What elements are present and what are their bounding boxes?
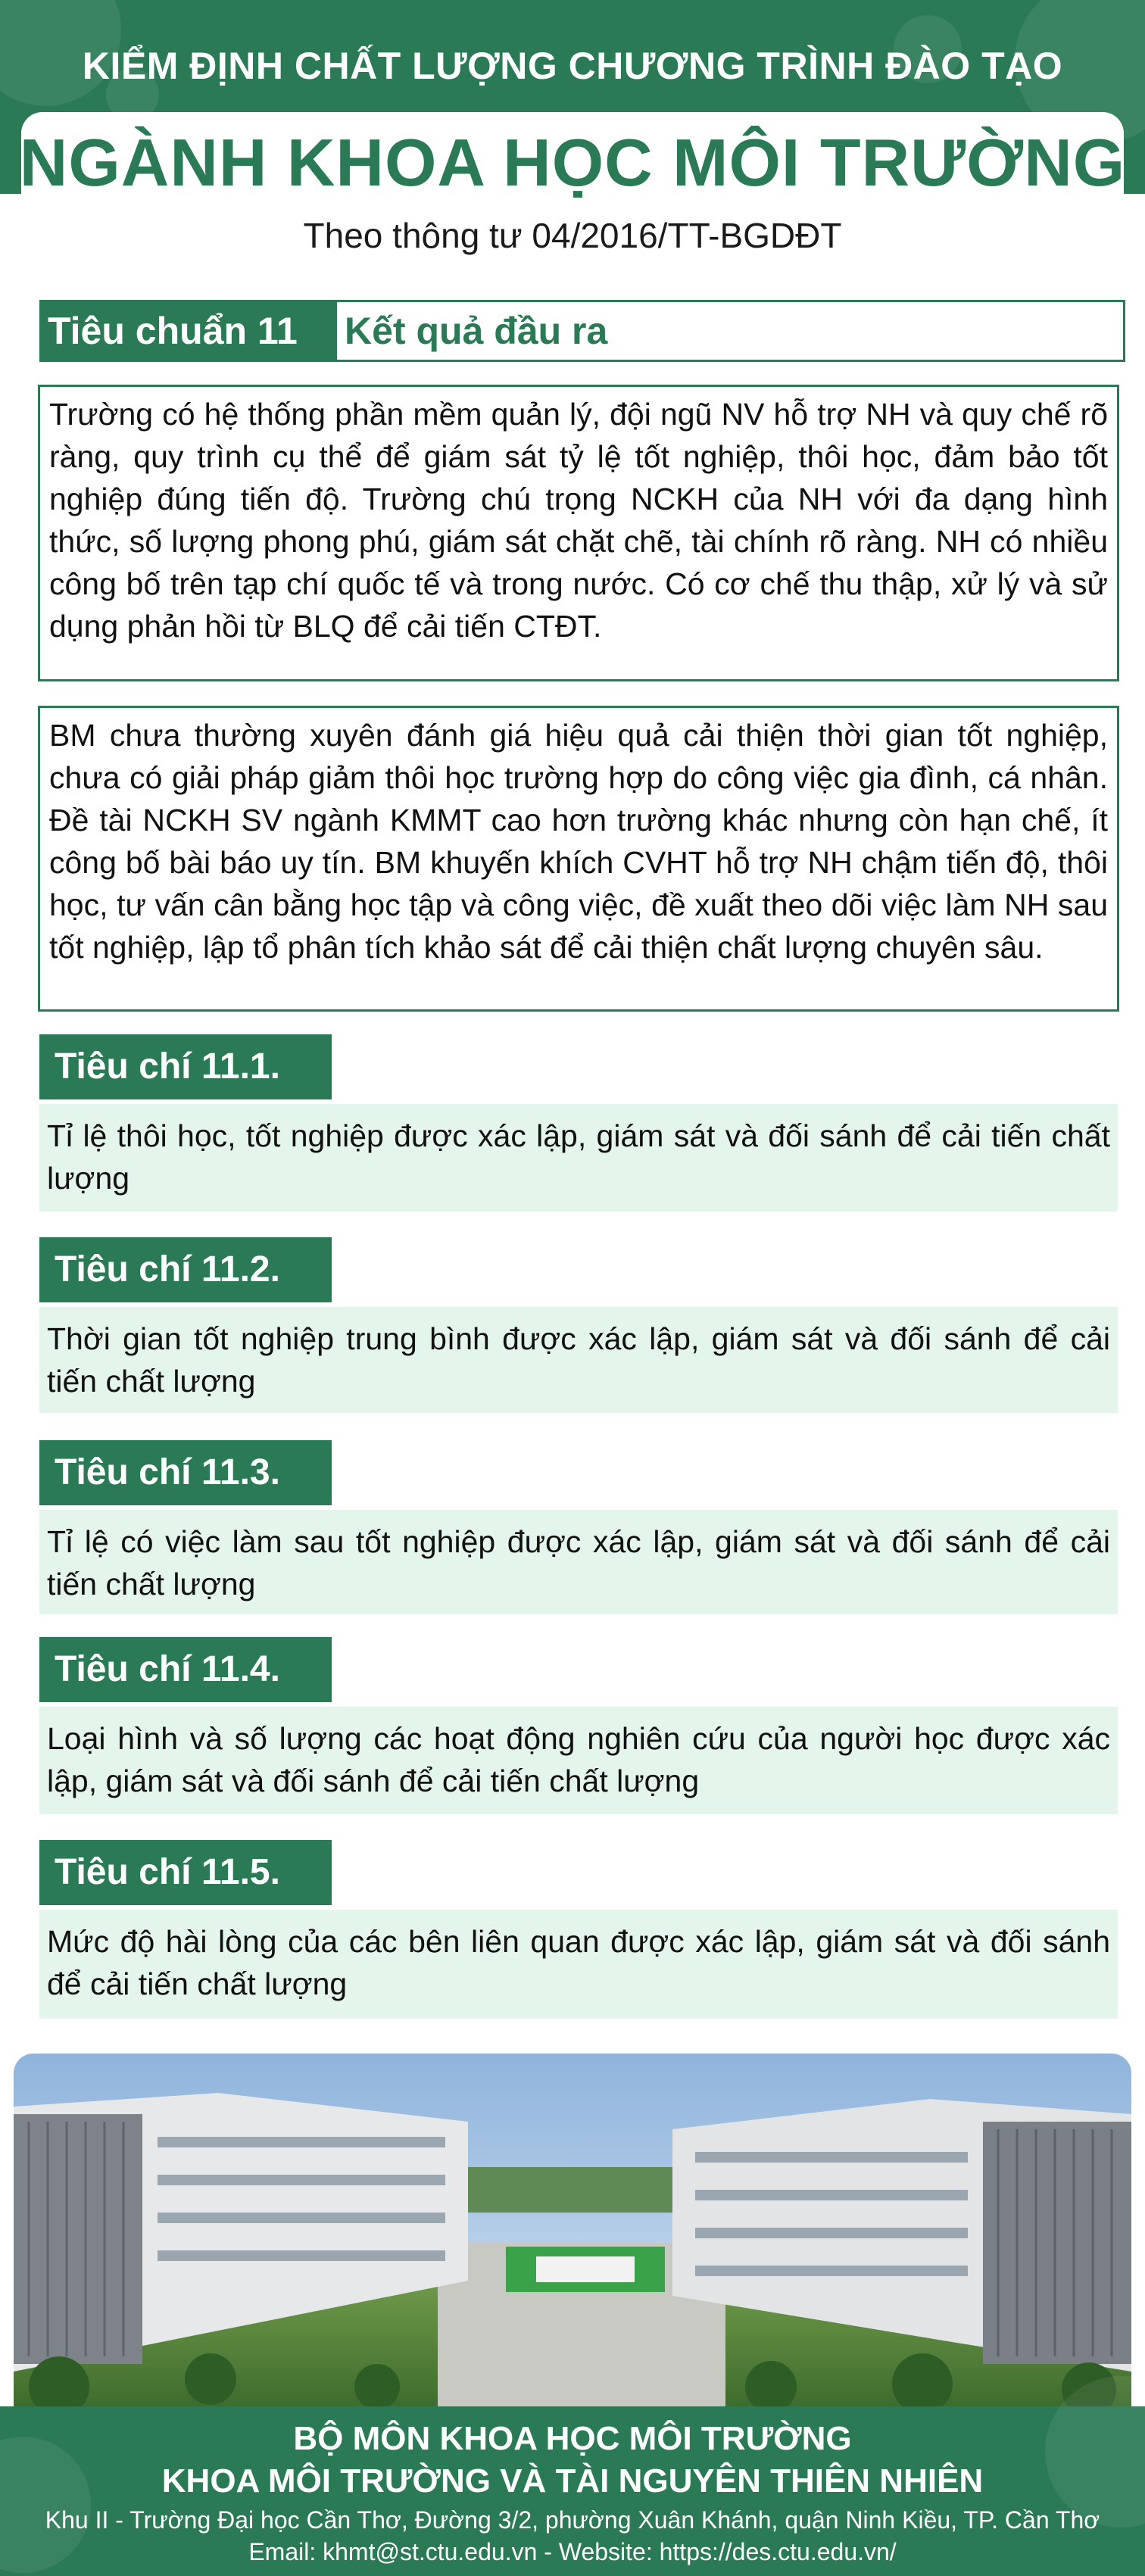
criterion-label: Tiêu chí 11.4. xyxy=(39,1637,332,1702)
footer-contact: Email: khmt@st.ctu.edu.vn - Website: https://des.ctu.edu.vn/ xyxy=(248,2538,897,2565)
footer-address: Khu II - Trường Đại học Cần Thơ, Đường 3/2, phường Xuân Khánh, quận Ninh Kiều, TP. Cần Thơ xyxy=(45,2506,1100,2534)
strengths-box: Trường có hệ thống phần mềm quản lý, đội ngũ NV hỗ trợ NH và quy chế rõ ràng, quy trình cụ thể để giám sát tỷ lệ tốt nghiệp, thôi học, đảm bảo tốt nghiệp đúng tiến độ. Trường chú trọng NCKH của NH với đa dạng hình thức, số lượng phong phú, giám sát chặt chẽ, tài chính rõ ràng. NH có nhiều công bố trên tạp chí quốc tế và trong nước. Có cơ chế thu thập, xử lý và sử dụng phản hồi từ BLQ để cải tiến CTĐT. xyxy=(38,385,1119,681)
criterion-label: Tiêu chí 11.3. xyxy=(39,1440,332,1505)
criterion-label: Tiêu chí 11.2. xyxy=(39,1237,332,1302)
footer xyxy=(0,2406,1145,2576)
criterion-text: Tỉ lệ có việc làm sau tốt nghiệp được xác lập, giám sát và đối sánh để cải tiến chất lượng xyxy=(39,1510,1118,1614)
criterion-label: Tiêu chí 11.1. xyxy=(39,1034,332,1099)
standard-heading xyxy=(39,300,1125,362)
criterion-text: Thời gian tốt nghiệp trung bình được xác lập, giám sát và đối sánh để cải tiến chất lượng xyxy=(39,1307,1118,1413)
page-subtitle: Theo thông tư 04/2016/TT-BGDĐT xyxy=(303,216,842,255)
standard-label: Tiêu chuẩn 11 xyxy=(42,302,337,360)
weaknesses-box: BM chưa thường xuyên đánh giá hiệu quả cải thiện thời gian tốt nghiệp, chưa có giải pháp giảm thôi học trường hợp do công việc gia đình, cá nhân. Đề tài NCKH SV ngành KMMT cao hơn trường khác nhưng còn hạn chế, ít công bố bài báo uy tín. BM khuyến khích CVHT hỗ trợ NH chậm tiến độ, thôi học, tư vấn cân bằng học tập và công việc, đề xuất theo dõi việc làm NH sau tốt nghiệp, lập tổ phân tích khảo sát để cải thiện chất lượng chuyên sâu. xyxy=(38,706,1119,1012)
page-title: NGÀNH KHOA HỌC MÔI TRƯỜNG xyxy=(19,125,1126,200)
footer-faculty: KHOA MÔI TRƯỜNG VÀ TÀI NGUYÊN THIÊN NHIÊN xyxy=(161,2462,984,2500)
criterion-text: Tỉ lệ thôi học, tốt nghiệp được xác lập, giám sát và đối sánh để cải tiến chất lượng xyxy=(39,1104,1118,1212)
criterion-text: Loại hình và số lượng các hoạt động nghiên cứu của người học được xác lập, giám sát và đối sánh để cải tiến chất lượng xyxy=(39,1707,1118,1814)
header-top-title: KIỂM ĐỊNH CHẤT LƯỢNG CHƯƠNG TRÌNH ĐÀO TẠO xyxy=(82,45,1063,87)
standard-title: Kết quả đầu ra xyxy=(345,310,608,352)
footer-department: BỘ MÔN KHOA HỌC MÔI TRƯỜNG xyxy=(293,2420,852,2457)
campus-photo xyxy=(14,2054,1131,2409)
criterion-label: Tiêu chí 11.5. xyxy=(39,1840,332,1905)
criterion-text: Mức độ hài lòng của các bên liên quan được xác lập, giám sát và đối sánh để cải tiến chất lượng xyxy=(39,1910,1118,2019)
